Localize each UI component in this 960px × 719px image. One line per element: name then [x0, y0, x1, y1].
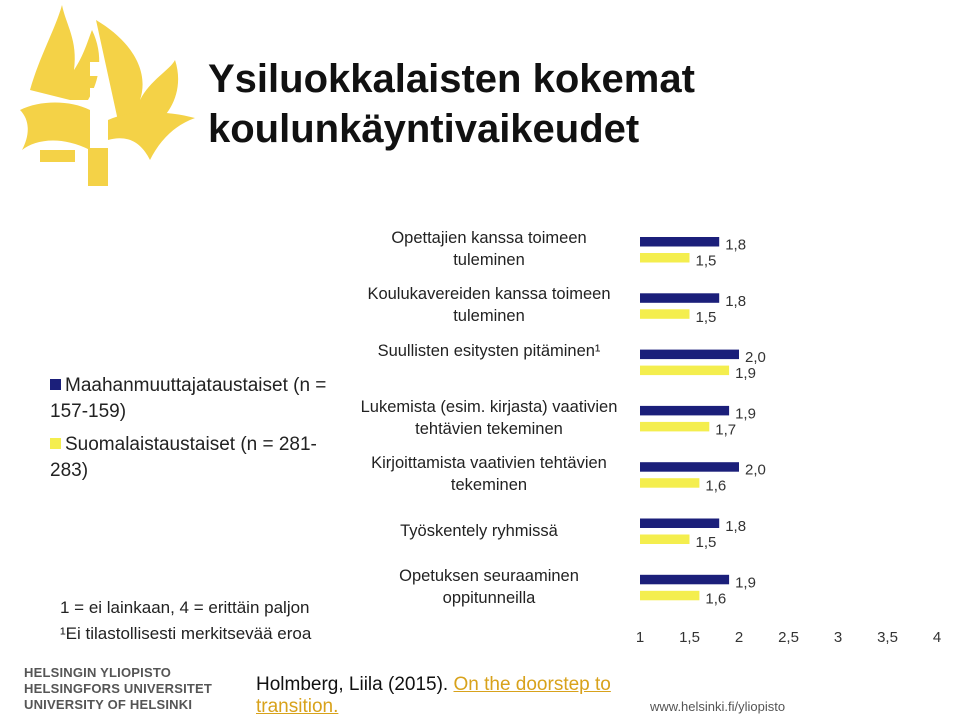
legend-label: Suomalaistaustaiset (n = 281-283) [50, 434, 317, 481]
x-tick-label: 1 [635, 629, 645, 646]
data-label: 1,7 [715, 421, 737, 439]
bar-maahanmuuttajataustaiset-4 [640, 462, 739, 472]
university-name-fi: HELSINGIN YLIOPISTO [24, 665, 172, 680]
citation-text: Holmberg, Liila (2015). [256, 674, 454, 695]
data-label: 1,9 [735, 574, 756, 592]
category-label: Työskentely ryhmissä [400, 521, 558, 540]
data-label: 1,8 [725, 236, 747, 254]
x-tick-label: 2 [734, 629, 744, 646]
bar-suomalaistaustaiset-4 [640, 478, 699, 488]
x-tick-label: 4 [932, 629, 942, 646]
citation-link[interactable]: On the doorstep to transition. [256, 674, 611, 717]
x-tick-label: 2,5 [778, 629, 799, 646]
bar-maahanmuuttajataustaiset-5 [640, 519, 719, 529]
university-name-sv: HELSINGFORS UNIVERSITET [24, 681, 213, 696]
legend-label: Maahanmuuttajataustaiset (n = 157-159) [50, 375, 327, 422]
bar-maahanmuuttajataustaiset-3 [640, 406, 729, 416]
x-tick-label: 1,5 [679, 629, 700, 646]
bar-suomalaistaustaiset-0 [640, 253, 690, 263]
category-label: Suullisten esitysten pitäminen¹ [377, 341, 601, 360]
bar-suomalaistaustaiset-5 [640, 535, 690, 545]
data-label: 2,0 [745, 349, 766, 367]
data-label: 1,6 [705, 590, 727, 608]
bar-maahanmuuttajataustaiset-0 [640, 237, 719, 247]
data-label: 1,9 [735, 365, 756, 383]
category-label: Opettajien kanssa toimeen tuleminen [391, 229, 587, 269]
category-label: Kirjoittamista vaativien tehtävien tekeminen [371, 454, 607, 495]
data-label: 1,8 [725, 518, 747, 535]
significance-note: ¹Ei tilastollisesti merkitsevää eroa [60, 624, 312, 643]
university-name-en: UNIVERSITY OF HELSINKI [24, 697, 193, 712]
category-label: Koulukavereiden kanssa toimeen tuleminen [367, 285, 611, 326]
scale-note: 1 = ei lainkaan, 4 = erittäin paljon [60, 598, 310, 617]
bar-suomalaistaustaiset-1 [640, 309, 690, 319]
bar-suomalaistaustaiset-2 [640, 366, 729, 376]
category-label: Opetuksen seuraaminen oppitunneilla [399, 566, 579, 607]
x-tick-label: 3,5 [877, 629, 898, 646]
data-label: 1,8 [725, 292, 747, 310]
citation [256, 674, 636, 718]
data-label: 1,9 [735, 405, 756, 423]
data-label: 2,0 [745, 461, 766, 479]
page-title-line-1: Ysiluokkalaisten kokemat [208, 57, 695, 101]
bar-maahanmuuttajataustaiset-2 [640, 350, 739, 360]
footer-url: www.helsinki.fi/yliopisto [650, 699, 786, 714]
university-names [24, 665, 212, 713]
category-label: Lukemista (esim. kirjasta) vaativien tehtävien tekeminen [360, 397, 618, 438]
page-title-line-2: koulunkäyntivaikeudet [208, 107, 640, 151]
data-label: 1,6 [705, 477, 727, 495]
data-label: 1,5 [695, 252, 717, 270]
bar-maahanmuuttajataustaiset-1 [640, 293, 719, 303]
bar-maahanmuuttajataustaiset-6 [640, 575, 729, 585]
data-label: 1,5 [695, 308, 717, 326]
x-tick-label: 3 [833, 629, 843, 646]
bar-suomalaistaustaiset-3 [640, 422, 709, 432]
bar-suomalaistaustaiset-6 [640, 591, 699, 601]
data-label: 1,5 [695, 534, 717, 551]
